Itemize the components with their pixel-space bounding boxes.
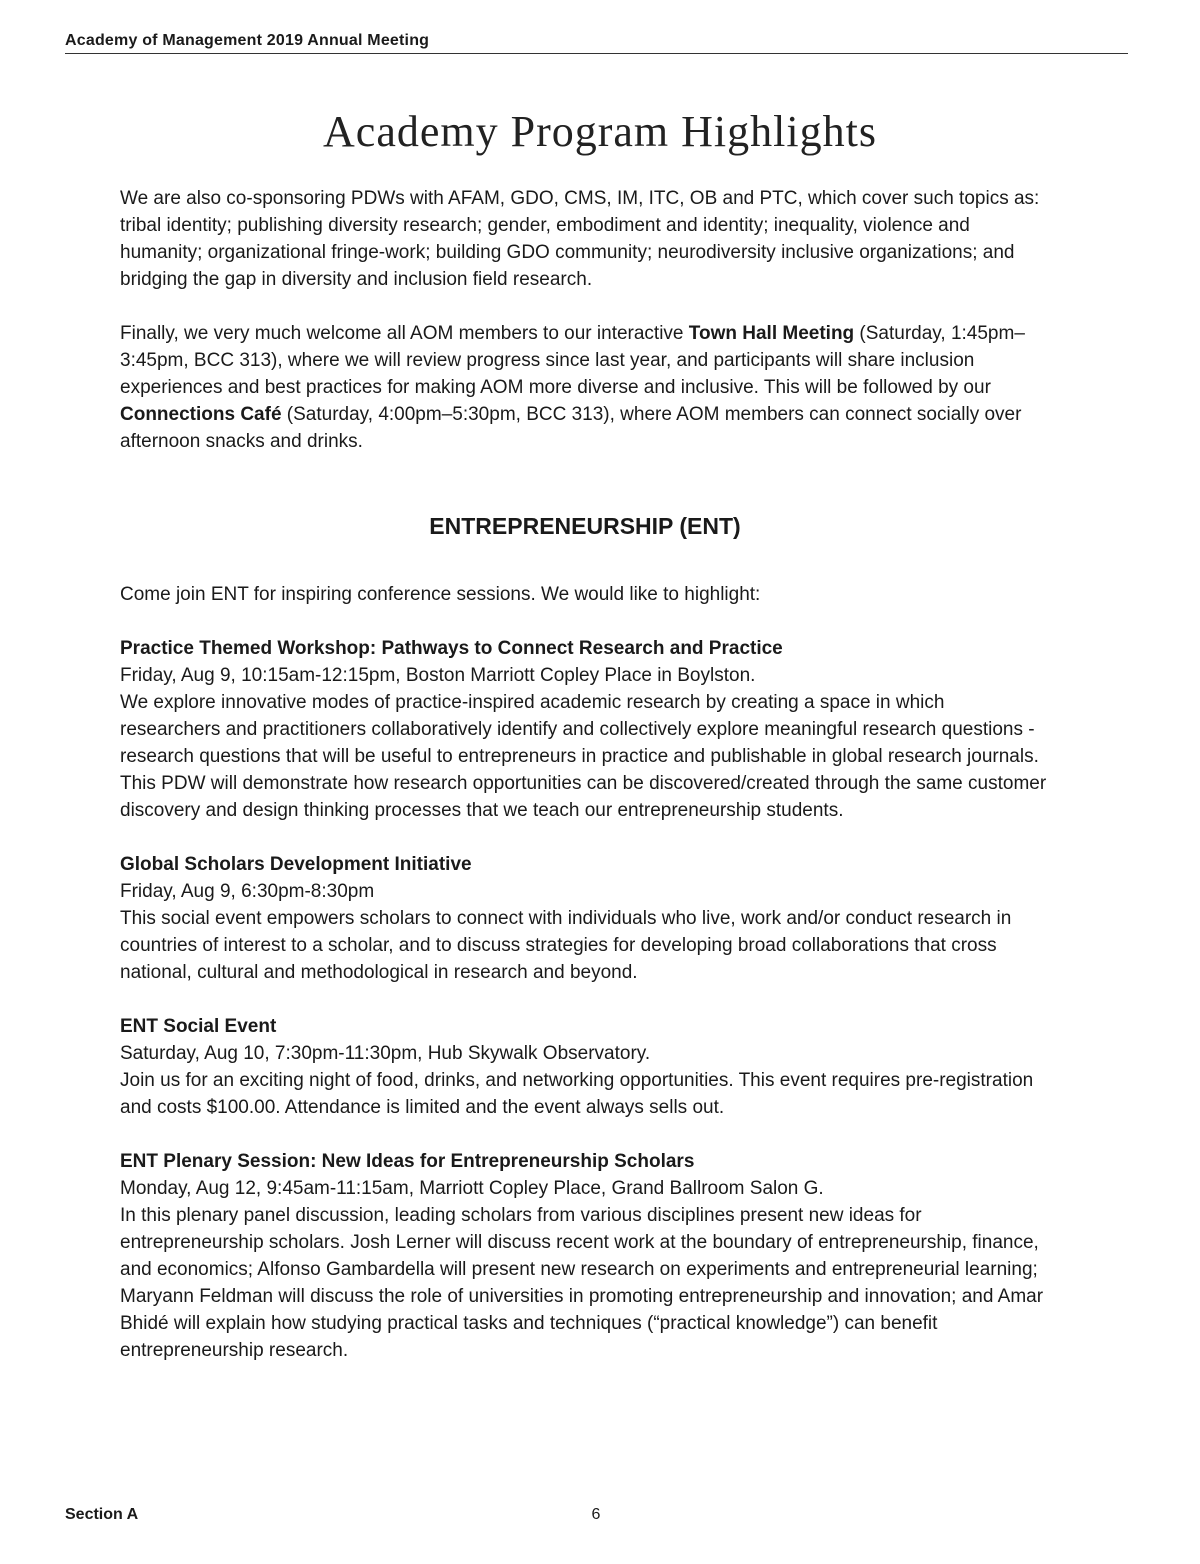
ent-intro: Come join ENT for inspiring conference sessions. We would like to highlight: (120, 584, 761, 605)
event-when: Friday, Aug 9, 6:30pm-8:30pm (120, 881, 375, 902)
event-when: Monday, Aug 12, 9:45am-11:15am, Marriott Copley Place, Grand Ballroom Salon G. (120, 1178, 824, 1199)
event-description: This social event empowers scholars to connect with individuals who live, work and/or conduct research in countries of interest to a scholar, and to discuss strategies for developing broad collaborations that cross national, cultural and methodological in research and beyond. (120, 908, 1012, 983)
page-title: Academy Program Highlights (323, 107, 877, 156)
connections-cafe-emphasis: Connections Café (120, 404, 282, 425)
event-item (120, 635, 1050, 824)
event-title: Practice Themed Workshop: Pathways to Connect Research and Practice (120, 638, 783, 659)
ent-section-heading: ENTREPRENEURSHIP (ENT) (429, 513, 741, 539)
event-description: We explore innovative modes of practice-inspired academic research by creating a space in which researchers and practitioners collaboratively identify and collectively explore meaningful research questions - research questions that will be useful to entrepreneurs in practice and publishable in global research journals. This PDW will demonstrate how research opportunities can be discovered/created through the same customer discovery and design thinking processes that we teach our entrepreneurship students. (120, 692, 1047, 821)
cosponsor-paragraph: We are also co-sponsoring PDWs with AFAM, GDO, CMS, IM, ITC, OB and PTC, which cover such topics as: tribal identity; publishing diversity research; gender, embodiment and identity; inequality, violence and humanity; organizational fringe-work; building GDO community; neurodiversity inclusive organizations; and bridging the gap in diversity and inclusion field research. (120, 188, 1040, 290)
finally-text-3: (Saturday, 4:00pm–5:30pm, BCC 313), where AOM members can connect socially over afternoon snacks and drinks. (120, 404, 1022, 452)
finally-text-1: Finally, we very much welcome all AOM members to our interactive (120, 323, 689, 344)
event-when: Friday, Aug 9, 10:15am-12:15pm, Boston Marriott Copley Place in Boylston. (120, 665, 756, 686)
event-when: Saturday, Aug 10, 7:30pm-11:30pm, Hub Skywalk Observatory. (120, 1043, 651, 1064)
event-item (120, 851, 1050, 986)
event-title: ENT Social Event (120, 1016, 277, 1037)
event-item (120, 1013, 1050, 1121)
footer-section-label: Section A (65, 1506, 139, 1523)
finally-text-2: (Saturday, 1:45pm–3:45pm, BCC 313), where we will review progress since last year, and participants will share inclusion experiences and best practices for making AOM more diverse and inclusive. This will be followed by our (120, 323, 1025, 398)
event-item (120, 1148, 1050, 1364)
event-description: Join us for an exciting night of food, drinks, and networking opportunities. This event requires pre-registration and costs $100.00. Attendance is limited and the event always sells out. (120, 1070, 1034, 1118)
running-header: Academy of Management 2019 Annual Meeting (65, 32, 1128, 54)
page-number: 6 (591, 1506, 601, 1523)
town-hall-emphasis: Town Hall Meeting (688, 323, 855, 344)
event-title: ENT Plenary Session: New Ideas for Entrepreneurship Scholars (120, 1151, 695, 1172)
main-content (120, 185, 1050, 1364)
event-title: Global Scholars Development Initiative (120, 854, 472, 875)
town-hall-paragraph (120, 320, 1050, 455)
event-description: In this plenary panel discussion, leading scholars from various disciplines present new ideas for entrepreneurship scholars. Josh Lerner will discuss recent work at the boundary of entrepreneurship, finance, and economics; Alfonso Gambardella will present new research on experiments and entrepreneurial learning; Maryann Feldman will discuss the role of universities in promoting entrepreneurship and innovation; and Amar Bhidé will explain how studying practical tasks and techniques (“practical knowledge”) can benefit entrepreneurship research. (120, 1205, 1044, 1361)
